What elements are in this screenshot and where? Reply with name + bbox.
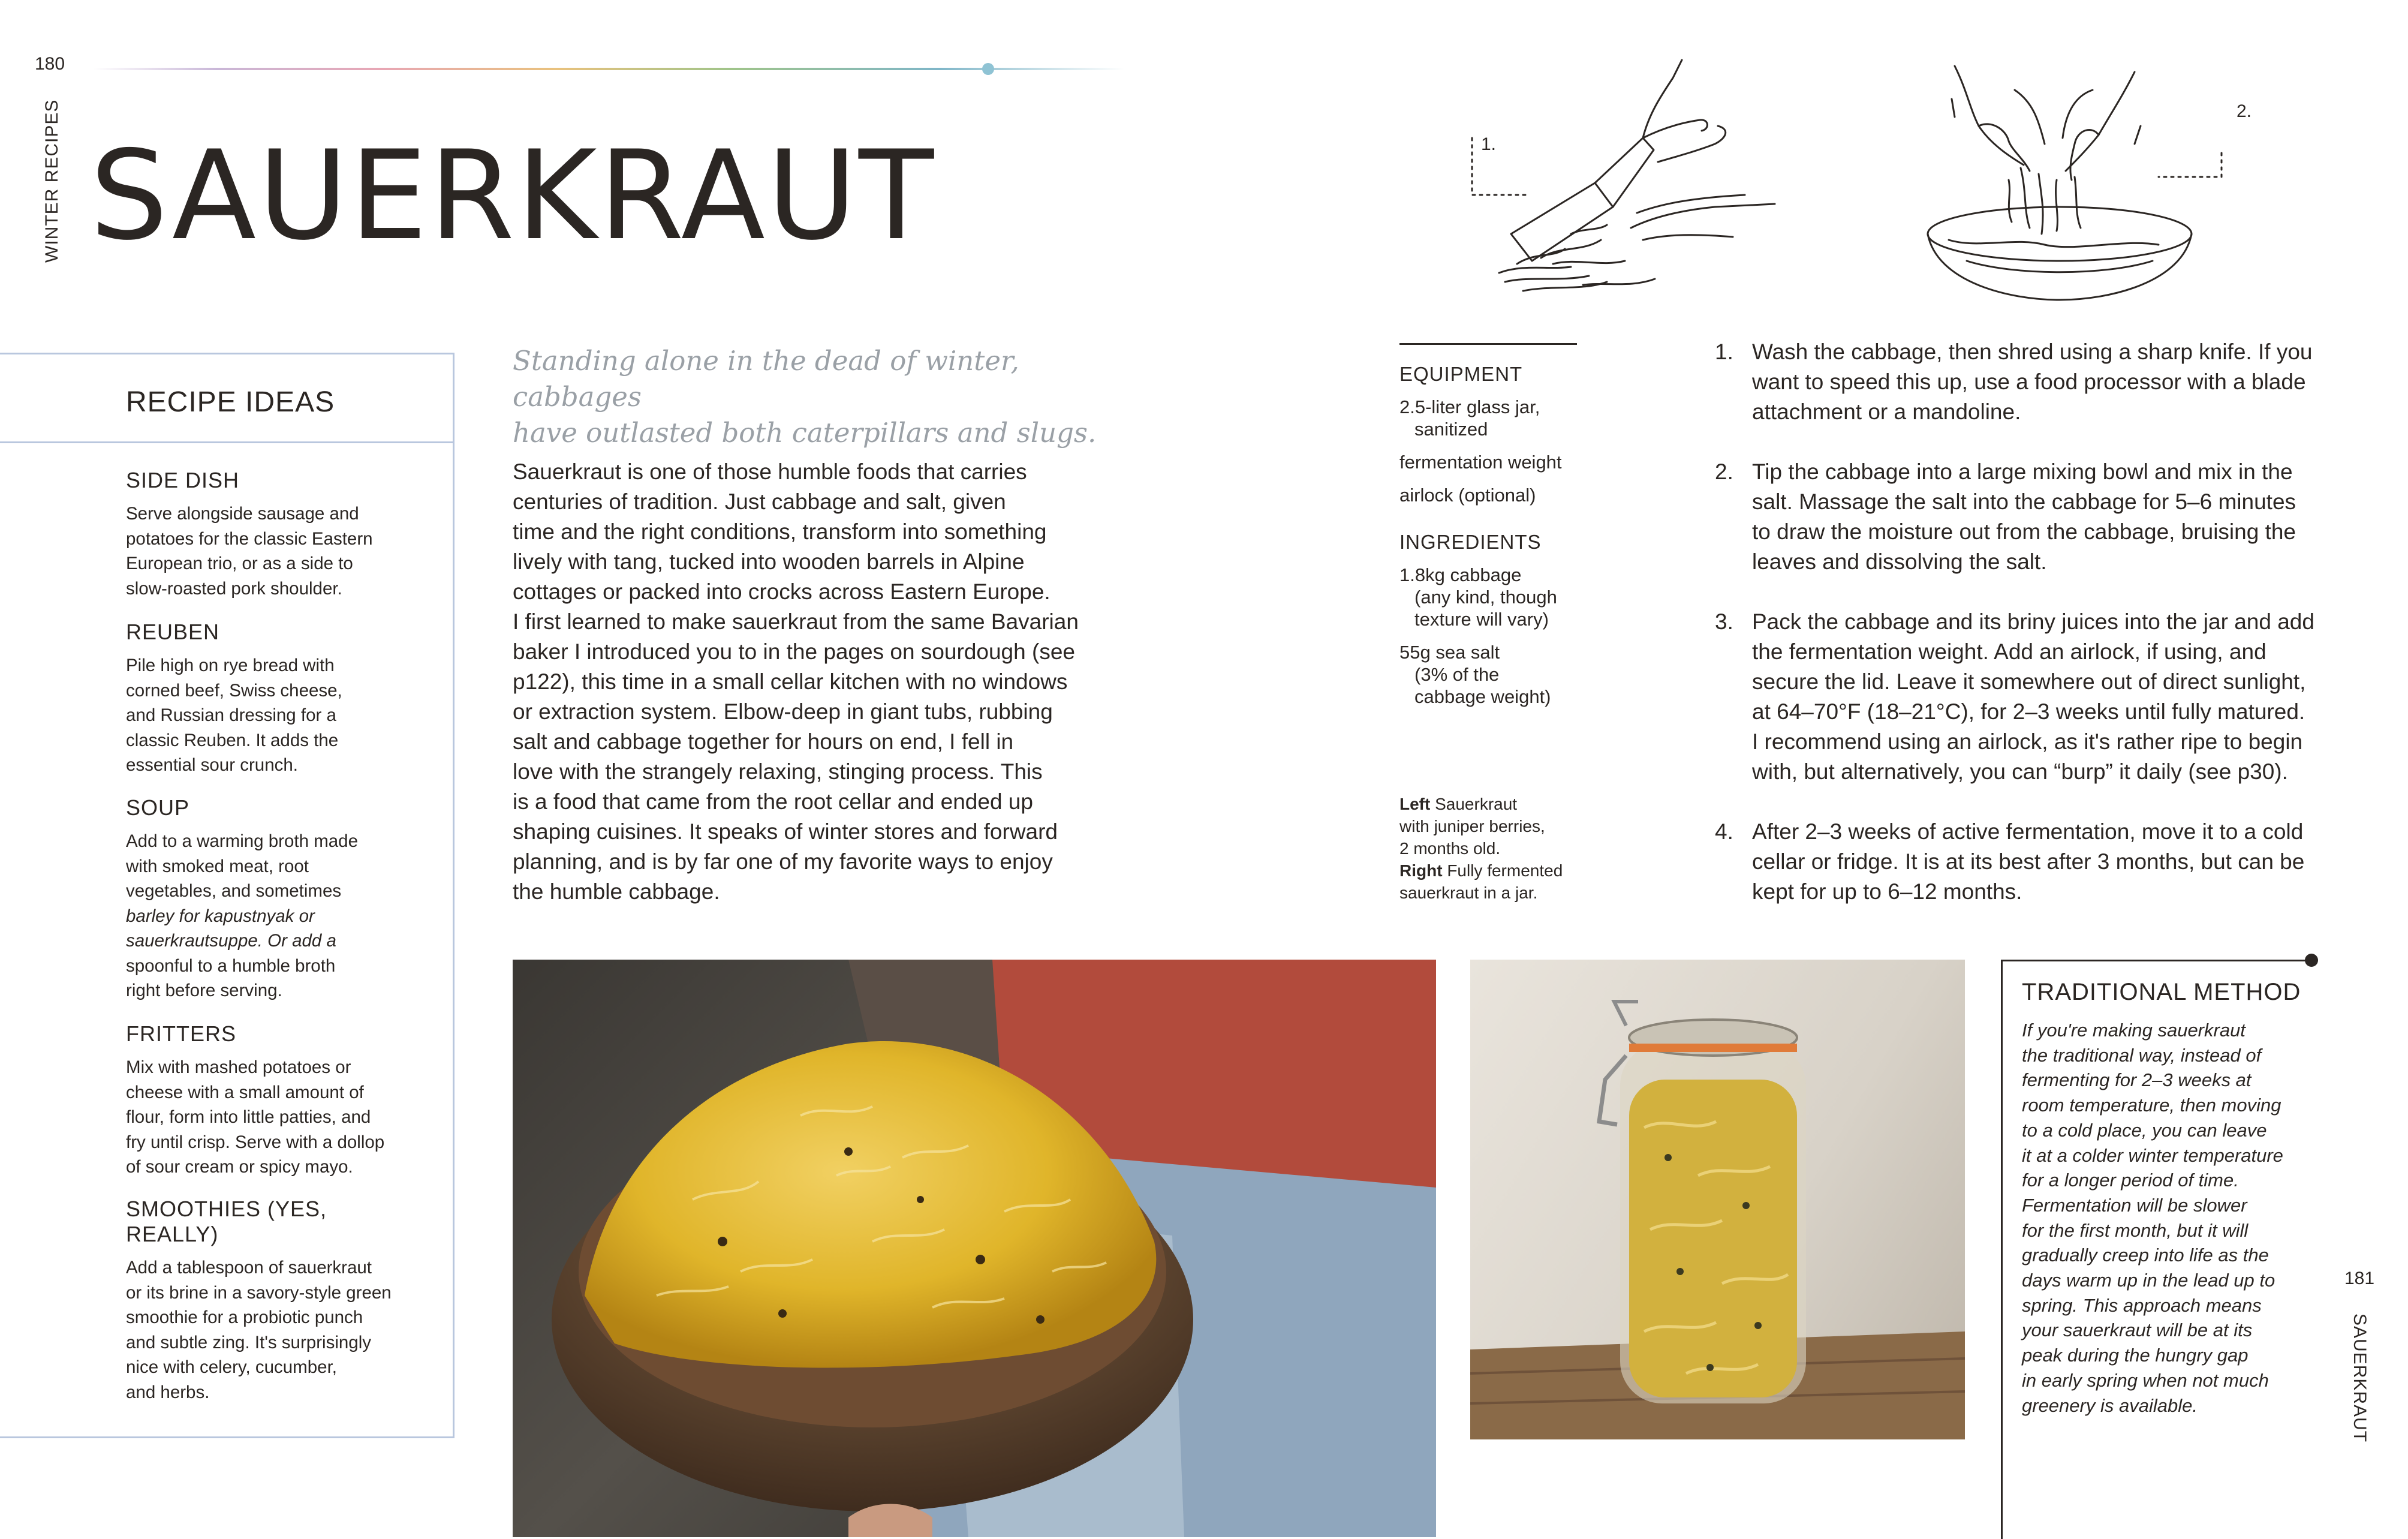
illustration-massaging-cabbage — [1895, 54, 2266, 318]
equipment-item: fermentation weight — [1399, 452, 1562, 473]
recipe-idea-title: REUBEN — [126, 620, 220, 644]
ingredient-item: 55g sea salt (3% of the cabbage weight) — [1399, 642, 1551, 707]
recipe-idea-title: SOUP — [126, 795, 190, 820]
recipe-ideas-heading: RECIPE IDEAS — [126, 386, 335, 418]
decorative-rainbow-rule — [93, 60, 1124, 78]
recipe-idea-smoothies — [126, 1197, 426, 1405]
recipe-idea-text: Add a tablespoon of sauerkraut or its brine in a savory-style green smoothie for a probiotic punch and subtle zing. It's surprisingly nice with celery, cucumber, and herbs. — [126, 1258, 392, 1402]
photo-caption: Left Sauerkraut with juniper berries, 2 months old. Right Fully fermented sauerkraut in a jar. — [1399, 795, 1563, 902]
photo-jar-of-sauerkraut — [1470, 960, 1965, 1439]
intro-quote: Standing alone in the dead of winter, cabbages have outlasted both caterpillars and slugs. — [513, 345, 1097, 449]
photo-bowl-of-sauerkraut — [513, 960, 1436, 1537]
ingredient-item: 1.8kg cabbage (any kind, though texture will vary) — [1399, 564, 1557, 630]
illustration-step-1-label: 1. — [1481, 134, 1497, 154]
page-number-right: 181 — [2344, 1269, 2375, 1288]
recipe-idea-text: Add to a warming broth made with smoked meat, root vegetables, and sometimes barley for kapustnyak or sauerkrautsuppe. Or add a spoonful to a humble broth right before serving. — [126, 831, 358, 1000]
recipe-ideas-header — [0, 354, 453, 443]
equipment-rule — [1399, 343, 1577, 345]
method-step: 1. Wash the cabbage, then shred using a sharp knife. If you want to speed this up, use a food processor with a blade attachment or a mandoline. — [1715, 339, 2313, 424]
recipe-idea-text: Mix with mashed potatoes or cheese with a small amount of flour, form into little patties, and fry until crisp. Serve with a dollop of sour cream or spicy mayo. — [126, 1057, 385, 1177]
illustration-chopping-cabbage — [1463, 54, 1835, 306]
method-step: 2. Tip the cabbage into a large mixing bowl and mix in the salt. Massage the salt into the cabbage for 5–6 minutes to draw the moisture out from the cabbage, bruising the leaves and dissolving the salt. — [1715, 459, 2296, 574]
traditional-method-heading: TRADITIONAL METHOD — [2022, 979, 2301, 1005]
recipe-idea-fritters — [126, 1021, 426, 1180]
page-title: SAUERKRAUT — [90, 125, 936, 267]
section-label-left: WINTER RECIPES — [42, 99, 62, 263]
illustration-step-2-label: 2. — [2237, 101, 2252, 121]
method-step: 3. Pack the cabbage and its briny juices into the jar and add the fermentation weight. Add an airlock, if using, and secure the lid. Leave it somewhere out of direct sunlight, at 64–70°F (18–21°C), for 2–3 weeks until fully matured. I recommend using an airlock, as it's rather ripe to begin with, but alternatively, you can “burp” it daily (see p30). — [1715, 609, 2314, 784]
method-step: 4. After 2–3 weeks of active fermentation, move it to a cold cellar or fridge. It is at its best after 3 months, but can be kept for up to 6–12 months. — [1715, 819, 2305, 904]
recipe-idea-text: Serve alongside sausage and potatoes for the classic Eastern European trio, or as a side to slow-roasted pork shoulder. — [126, 504, 373, 599]
recipe-idea-title: SIDE DISH — [126, 468, 240, 492]
equipment-heading: EQUIPMENT — [1399, 363, 1523, 385]
recipe-idea-text: Pile high on rye bread with corned beef, Swiss cheese, and Russian dressing for a classic Reuben. It adds the essential sour crunch. — [126, 656, 342, 775]
equipment-item: airlock (optional) — [1399, 485, 1536, 506]
recipe-idea-title: SMOOTHIES (YES, REALLY) — [126, 1197, 327, 1246]
equipment-item: 2.5-liter glass jar, sanitized — [1399, 396, 1540, 440]
traditional-method-dot — [2305, 954, 2318, 967]
recipe-idea-reuben — [126, 620, 426, 778]
ingredients-list — [1399, 531, 1597, 708]
method-steps — [1715, 337, 2320, 937]
equipment-list — [1399, 363, 1597, 506]
ingredients-heading: INGREDIENTS — [1399, 531, 1542, 553]
section-label-right: SAUERKRAUT — [2350, 1313, 2370, 1443]
page-number-left: 180 — [35, 54, 65, 74]
recipe-idea-side-dish — [126, 468, 426, 601]
recipe-idea-soup — [126, 795, 426, 1003]
traditional-method-text: If you're making sauerkraut the traditional way, instead of fermenting for 2–3 weeks at room temperature, then moving to a cold place, you can leave it at a colder winter temperature for a longer period of time. Fermentation will be slower for the first month, but it will gradually creep into life as the days warm up in the lead up to spring. This approach means your sauerkraut will be at its peak during the hungry gap in early spring when not much greenery is available. — [2022, 1020, 2283, 1416]
recipe-idea-title: FRITTERS — [126, 1021, 236, 1046]
body-text: Sauerkraut is one of those humble foods that carries centuries of tradition. Just cabbage and salt, given time and the right conditions, transform into something lively with tang, tucked into wooden barrels in Alpine cottages or packed into crocks across Eastern Europe. I first learned to make sauerkraut from the same Bavarian baker I introduced you to in the pages on sourdough (see p122), this time in a small cellar kitchen with no windows or extraction system. Elbow-deep in giant tubs, rubbing salt and cabbage together for hours on end, I fell in love with the strangely relaxing, stinging process. This is a food that came from the root cellar and ended up shaping cuisines. It speaks of winter stores and forward planning, and is by far one of my favorite ways to enjoy the humble cabbage. — [513, 459, 1079, 904]
